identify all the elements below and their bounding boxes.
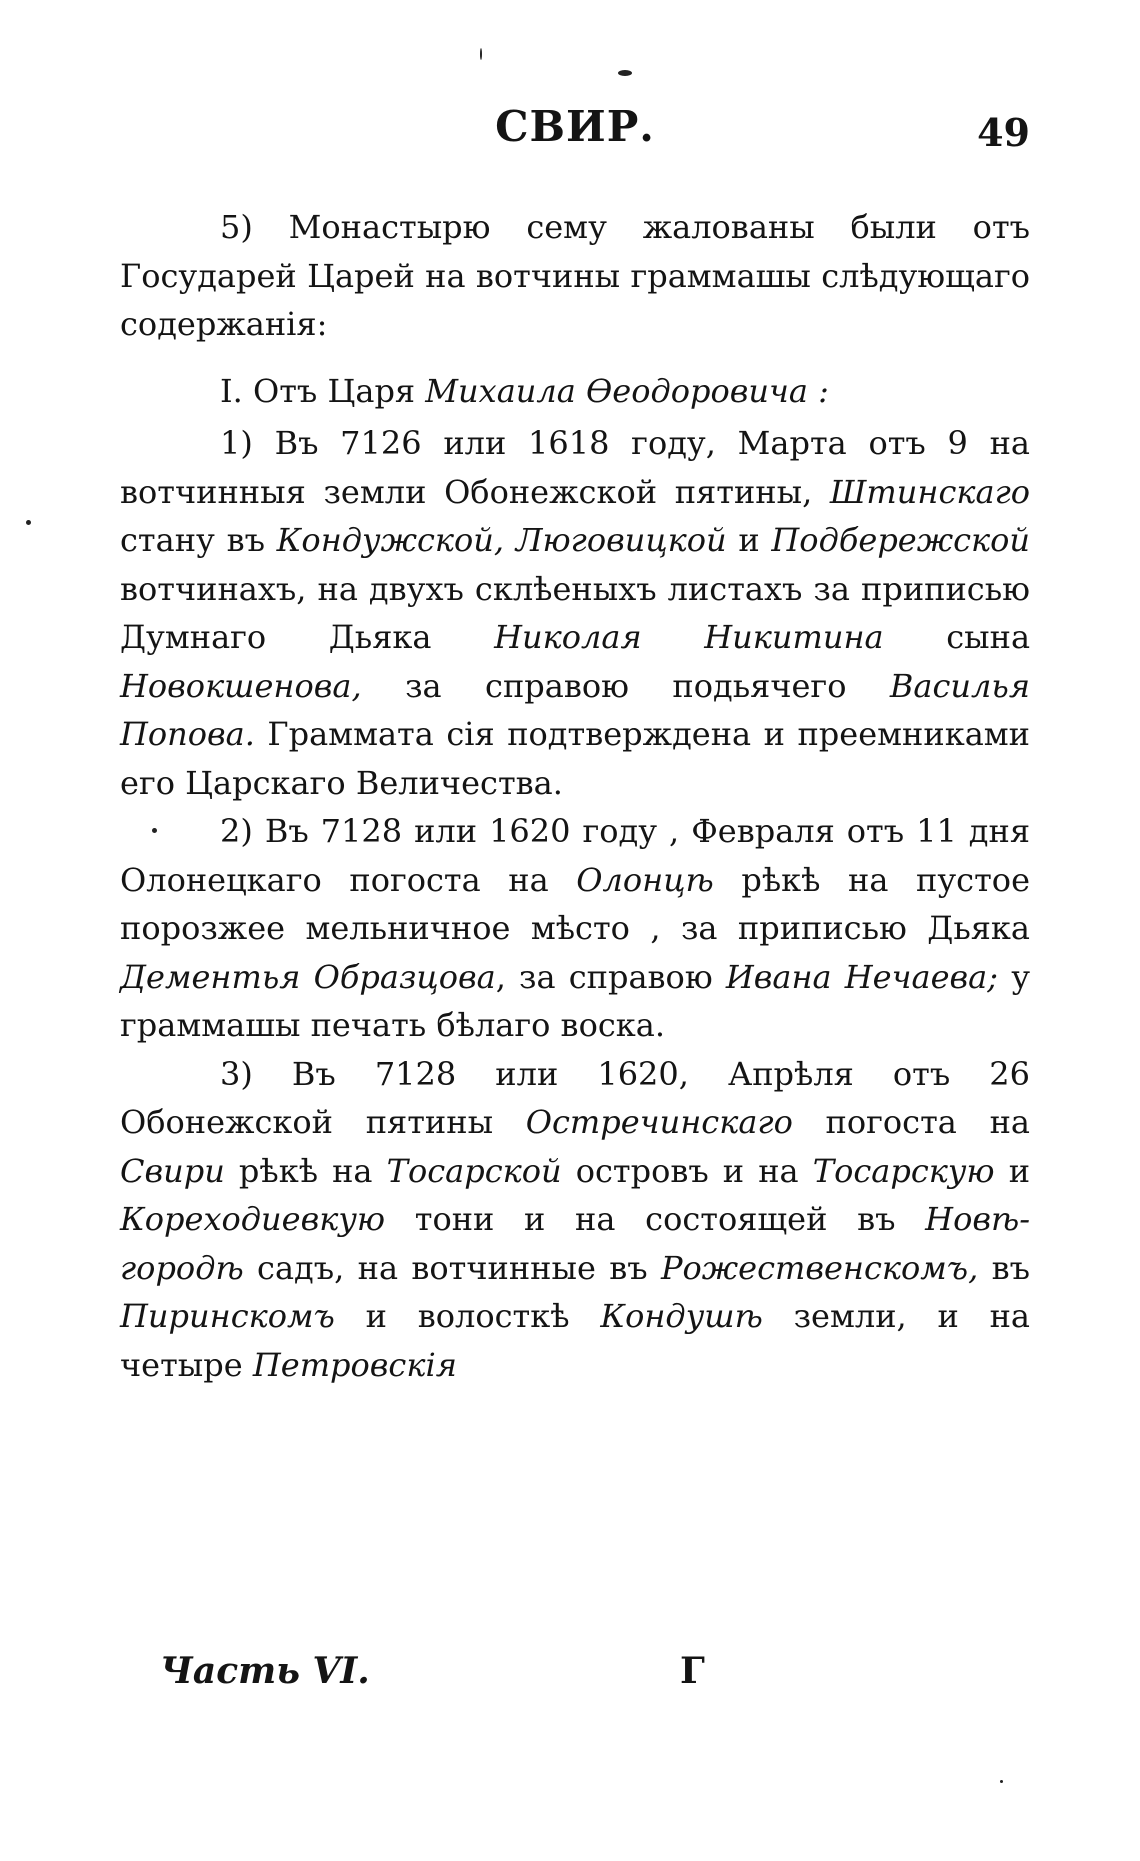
- item-text: за справою подьячего: [361, 666, 890, 705]
- item-text: рѣкѣ на: [224, 1151, 387, 1190]
- section-numeral: I.: [220, 371, 243, 410]
- item-text: 2) Въ 7128 или 1620 году , Февраля отъ 11 дня Олонецкаго погоста на: [120, 812, 1030, 899]
- page-header: [120, 102, 1030, 162]
- section-text: Отъ Царя: [252, 371, 416, 410]
- italic-name: Подбережской: [771, 521, 1031, 559]
- item-text: погоста на: [792, 1103, 1030, 1141]
- item-text: стану въ: [120, 521, 277, 559]
- list-item: [120, 807, 1030, 1050]
- running-title: СВИР.: [495, 102, 655, 151]
- italic-name: Рожественскомъ,: [660, 1248, 979, 1287]
- item-text: рѣкѣ на пустое порозжее мельничное мѣсто , за приписью Дьяка: [120, 860, 1030, 947]
- italic-name: Ивана Нечаева;: [725, 957, 999, 996]
- item-text: 3) Въ 7128 или 1620, Апрѣля отъ 26 Обонежской пятины: [120, 1054, 1030, 1141]
- italic-name: Штинскаго: [829, 472, 1030, 511]
- italic-name: Василья Попова.: [120, 666, 1030, 753]
- item-list: [120, 419, 1030, 1389]
- italic-name: Остречинскаго: [525, 1103, 793, 1141]
- item-text: и волосткѣ: [334, 1297, 601, 1335]
- item-text: тони и на состоящей въ: [385, 1200, 926, 1238]
- ink-speck: [480, 48, 482, 60]
- item-text: садъ, на вотчинные въ: [243, 1248, 661, 1287]
- section-heading: [120, 367, 1030, 416]
- page-footer: [160, 1650, 1030, 1710]
- item-text: въ: [978, 1248, 1031, 1287]
- page-body: [120, 203, 1030, 1389]
- item-text: и: [726, 521, 772, 559]
- signature-mark: Часть VI.: [160, 1650, 370, 1692]
- italic-name: Тосарской: [386, 1151, 562, 1190]
- italic-name: Кондушѣ: [600, 1297, 763, 1335]
- italic-name: Новѣ-городѣ: [120, 1200, 1030, 1287]
- item-text: и: [994, 1151, 1031, 1190]
- italic-name: Кондужской, Люговицкой: [276, 521, 727, 559]
- italic-name: Свири: [120, 1151, 225, 1190]
- italic-name: Пиринскомъ: [120, 1297, 335, 1335]
- italic-name: Олонцѣ: [576, 860, 714, 899]
- list-item: [120, 1050, 1030, 1390]
- intro-paragraph: 5) Монастырю сему жалованы были отъ Государей Царей на вотчины граммашы слѣдующаго содержанія:: [120, 208, 1030, 343]
- item-text: земли, и на четыре: [120, 1297, 1030, 1384]
- italic-name: Тосарскую: [812, 1151, 995, 1190]
- italic-name: Петровскія: [252, 1345, 457, 1384]
- italic-name: Дементья Образцова: [120, 957, 496, 996]
- item-text: островъ и на: [561, 1151, 813, 1190]
- ink-speck: [26, 520, 31, 525]
- italic-name: Кореходиевкую: [120, 1200, 386, 1238]
- section-name: Михаила Ѳеодоровича :: [425, 371, 829, 410]
- italic-name: Николая Никитина: [494, 618, 884, 656]
- item-text: у граммашы печать бѣлаго воска.: [120, 957, 1031, 1044]
- signature-letter: Г: [680, 1650, 705, 1692]
- item-text: 1) Въ 7126 или 1618 году, Марта отъ 9 на вотчинныя земли Обонежской пятины,: [120, 424, 1030, 511]
- italic-name: Новокшенова,: [120, 666, 362, 705]
- item-text: вотчинахъ, на двухъ склѣеныхъ листахъ за приписью Думнаго Дьяка: [120, 569, 1030, 656]
- ink-speck: [618, 70, 632, 76]
- item-text: , за справою: [495, 957, 726, 996]
- ink-speck: [1000, 1780, 1003, 1783]
- list-item: [120, 419, 1030, 807]
- item-text: сына: [883, 618, 1031, 656]
- item-text: Граммата сія подтверждена и преемниками его Царскаго Величества.: [120, 715, 1030, 802]
- page-number: 49: [977, 110, 1030, 155]
